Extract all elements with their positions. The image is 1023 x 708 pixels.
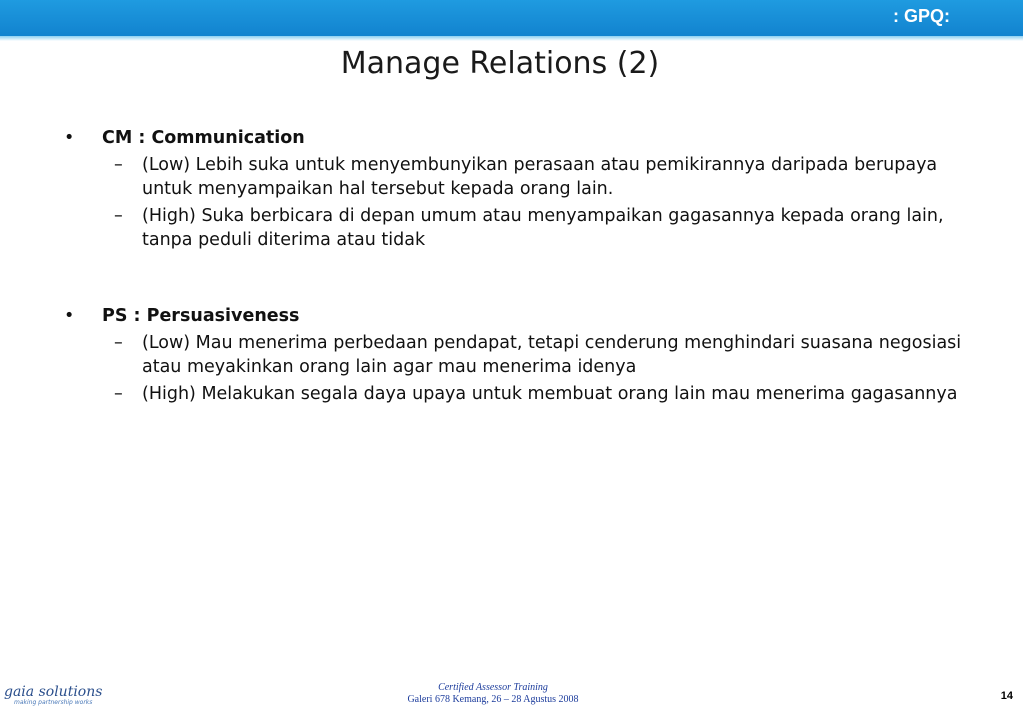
sub-bullet-marker: – — [114, 384, 123, 404]
page-number: 14 — [1000, 690, 1013, 702]
slide-content — [60, 126, 980, 406]
bullet-communication — [60, 126, 980, 252]
sub-bullet-text: (High) Melakukan segala daya upaya untuk membuat orang lain mau menerima gagasannya — [142, 384, 958, 404]
sub-bullet-marker: – — [114, 206, 123, 226]
sub-bullet-high — [102, 204, 980, 252]
footer-event-info — [380, 682, 606, 706]
logo-name: gaia solutions — [4, 684, 103, 700]
sub-bullet-text: (High) Suka berbicara di depan umum atau menyampaikan gagasannya kepada orang lain, tanpa peduli diterima atau tidak — [142, 206, 944, 250]
header-badge: : GPQ: — [893, 6, 950, 26]
sub-bullet-text: (Low) Lebih suka untuk menyembunyikan perasaan atau pemikirannya daripada berupaya untuk menyampaikan hal tersebut kepada orang lain. — [142, 155, 938, 199]
footer-event-venue: Galeri 678 Kemang, 26 – 28 Agustus 2008 — [407, 694, 579, 705]
sub-bullet-marker: – — [114, 333, 123, 353]
bullet-heading: CM : Communication — [102, 128, 305, 148]
sub-bullet-low — [102, 331, 980, 379]
bullet-marker: • — [64, 128, 75, 148]
bullet-marker: • — [64, 306, 75, 326]
sub-bullet-marker: – — [114, 155, 123, 175]
footer-event-title: Certified Assessor Training — [438, 682, 548, 693]
sub-bullet-low — [102, 153, 980, 201]
sub-bullet-high — [102, 382, 980, 406]
logo-tagline: making partnership works — [14, 699, 93, 706]
slide-title: Manage Relations (2) — [340, 46, 660, 81]
header-bar — [0, 0, 1023, 36]
header-divider — [0, 36, 1023, 41]
sub-bullet-text: (Low) Mau menerima perbedaan pendapat, tetapi cenderung menghindari suasana negosiasi atau meyakinkan orang lain agar mau menerima idenya — [142, 333, 962, 377]
bullet-persuasiveness — [60, 304, 980, 406]
bullet-heading: PS : Persuasiveness — [102, 306, 300, 326]
company-logo — [4, 684, 114, 708]
